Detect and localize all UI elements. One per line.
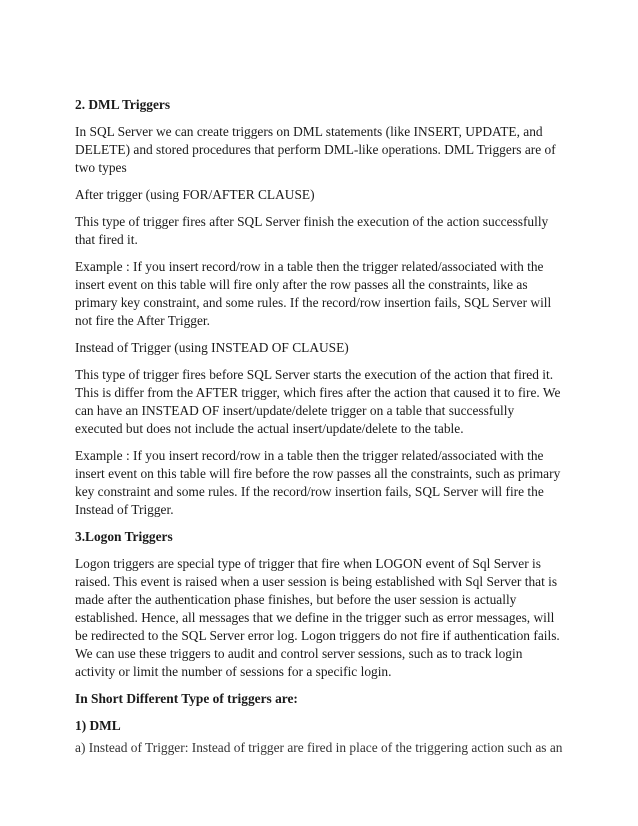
logon-triggers-paragraph: Logon triggers are special type of trigger that fire when LOGON event of Sql Server is raised. This event is raised when a user session is being established with Sql Server that is made after the authentication phase finishes, but before the user session is actually established. Hence, all messages that we define in the trigger such as error messages, will be redirected to the SQL Server error log. Logon triggers do not fire if authentication fails. We can use these triggers to audit and control server sessions, such as to track login activity or limit the number of sessions for a specific login. — [75, 556, 560, 679]
instead-of-trigger-list-item: a) Instead of Trigger: Instead of trigger are fired in place of the triggering action such as an — [75, 740, 563, 755]
document-page — [75, 96, 565, 757]
instead-of-trigger-title: Instead of Trigger (using INSTEAD OF CLAUSE) — [75, 340, 349, 355]
trigger-types-summary-heading: In Short Different Type of triggers are: — [75, 691, 298, 706]
instead-of-trigger-description: This type of trigger fires before SQL Server starts the execution of the action that fired it. This is differ from the AFTER trigger, which fires after the action that caused it to fire. We can have an INSTEAD OF insert/update/delete trigger on a table that successfully executed but does not include the actual insert/update/delete to the table. — [75, 367, 561, 436]
dml-intro-paragraph: In SQL Server we can create triggers on DML statements (like INSERT, UPDATE, and DELETE) and stored procedures that perform DML-like operations. DML Triggers are of two types — [75, 124, 556, 175]
after-trigger-example: Example : If you insert record/row in a table then the trigger related/associated with the insert event on this table will fire only after the row passes all the constraints, like as primary key constraint, and some rules. If the record/row insertion fails, SQL Server will not fire the After Trigger. — [75, 259, 552, 328]
dml-list-heading: 1) DML — [75, 718, 121, 733]
instead-of-trigger-example: Example : If you insert record/row in a table then the trigger related/associated with the insert event on this table will fire before the row passes all the constraints, such as primary key constraint and some rules. If the record/row insertion fails, SQL Server will fire the Instead of Trigger. — [75, 448, 561, 517]
logon-triggers-heading: 3.Logon Triggers — [75, 529, 173, 544]
after-trigger-title: After trigger (using FOR/AFTER CLAUSE) — [75, 187, 315, 202]
after-trigger-description: This type of trigger fires after SQL Server finish the execution of the action successfully that fired it. — [75, 214, 549, 247]
dml-triggers-heading: 2. DML Triggers — [75, 97, 171, 112]
